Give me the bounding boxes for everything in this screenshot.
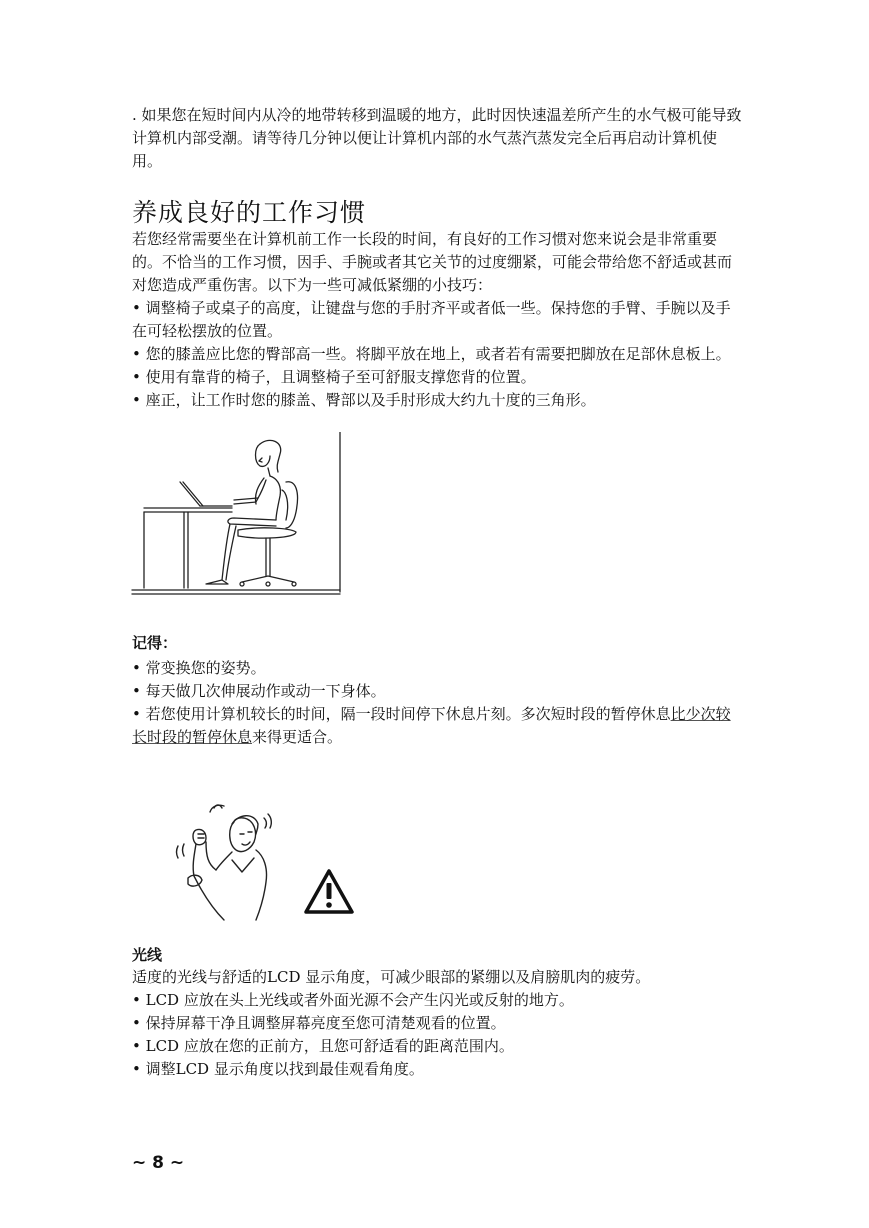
light-item: • LCD 应放在头上光线或者外面光源不会产生闪光或反射的地方。 <box>132 991 574 1009</box>
light-item: • 调整LCD 显示角度以找到最佳观看角度。 <box>132 1060 424 1078</box>
habits-intro: 若您经常需要坐在计算机前工作一长段的时间，有良好的工作习惯对您来说会是非常重要的。不恰当的工作习惯，因手、手腕或者其它关节的过度绷紧，可能会带给您不舒适或甚而对您造成严重伤害。以下为一些可减低紧绷的小技巧： <box>132 230 733 294</box>
light-item: • LCD 应放在您的正前方，且您可舒适看的距离范围内。 <box>132 1037 514 1055</box>
tip-item: • 使用有靠背的椅子，且调整椅子至可舒服支撑您背的位置。 <box>132 368 536 386</box>
remember-underlined-text: 比少次较长时段的暂停休息 <box>132 705 731 746</box>
remember-item-text-end: 来得更适合。 <box>252 728 343 746</box>
warning-triangle-icon <box>303 868 355 916</box>
remember-heading: 记得： <box>132 634 178 652</box>
remember-item-text: • 若您使用计算机较长的时间，隔一段时间停下休息片刻。多次短时段的暂停休息 <box>132 705 671 723</box>
remember-list <box>132 657 742 749</box>
remember-item <box>132 703 742 749</box>
light-list <box>132 966 742 1081</box>
page-number: ~ 8 ~ <box>132 1153 185 1173</box>
stretching-man-illustration <box>172 800 282 925</box>
habits-body <box>132 228 742 412</box>
intro-paragraph: . 如果您在短时间内从冷的地带转移到温暖的地方，此时因快速温差所产生的水气极可能导致计算机内部受潮。请等待几分钟以便让计算机内部的水气蒸汽蒸发完全后再启动计算机使用。 <box>132 106 742 170</box>
section-heading-work-habits: 养成良好的工作习惯 <box>132 198 367 227</box>
remember-item: • 每天做几次伸展动作或动一下身体。 <box>132 682 386 700</box>
tip-item: • 座正，让工作时您的膝盖、臀部以及手肘形成大约九十度的三角形。 <box>132 391 596 409</box>
tip-item: • 您的膝盖应比您的臀部高一些。将脚平放在地上，或者若有需要把脚放在足部休息板上。 <box>132 345 731 363</box>
sitting-posture-illustration <box>130 432 345 597</box>
light-item: • 保持屏幕干净且调整屏幕亮度至您可清楚观看的位置。 <box>132 1014 506 1032</box>
remember-item: • 常变换您的姿势。 <box>132 659 266 677</box>
light-intro: 适度的光线与舒适的LCD 显示角度，可减少眼部的紧绷以及肩膀肌肉的疲劳。 <box>132 968 651 986</box>
tip-item: • 调整椅子或桌子的高度，让键盘与您的手肘齐平或者低一些。保持您的手臂、手腕以及手在可轻松摆放的位置。 <box>132 299 731 340</box>
light-heading: 光线 <box>132 946 163 964</box>
